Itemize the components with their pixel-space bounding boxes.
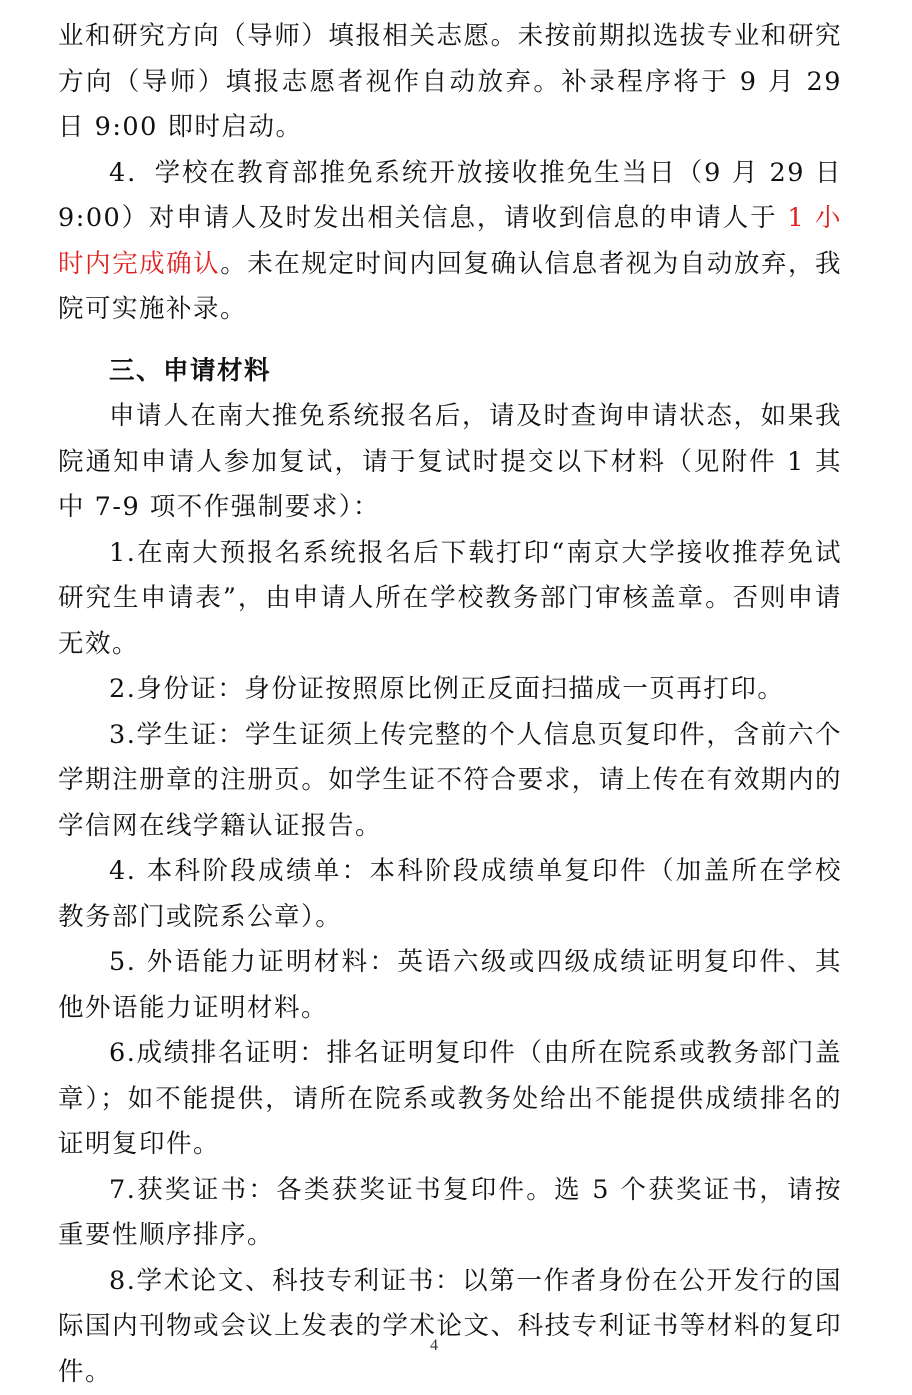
list-item-awards: 7.获奖证书：各类获奖证书复印件。选 5 个获奖证书，请按重要性顺序排序。 [58, 1168, 842, 1259]
page-number-text: 4 [430, 1338, 470, 1350]
list-item-transcript: 4. 本科阶段成绩单：本科阶段成绩单复印件（加盖所在学校教务部门或院系公章）。 [58, 849, 842, 940]
list-item-language-proof: 5. 外语能力证明材料：英语六级或四级成绩证明复印件、其他外语能力证明材料。 [58, 940, 842, 1031]
confirmation-text-end: 。未在规定时间内回复确认信息者视为自动放弃，我院可实施补录。 [58, 249, 842, 325]
paragraph-continuation: 业和研究方向（导师）填报相关志愿。未按前期拟选拔专业和研究方向（导师）填报志愿者视作自动放弃。补录程序将于 9 月 29 日 9:00 即时启动。 [58, 14, 842, 151]
list-item-application-form: 1.在南大预报名系统报名后下载打印“南京大学接收推荐免试研究生申请表”，由申请人所在学校教务部门审核盖章。否则申请无效。 [58, 531, 842, 668]
list-item-papers-patents: 8.学术论文、科技专利证书：以第一作者身份在公开发行的国际国内刊物或会议上发表的学术论文、科技专利证书等材料的复印件。 [58, 1259, 842, 1395]
paragraph-materials-intro: 申请人在南大推免系统报名后，请及时查询申请状态，如果我院通知申请人参加复试，请于复试时提交以下材料（见附件 1 其中 7-9 项不作强制要求）： [58, 394, 842, 531]
page-number [430, 1338, 470, 1350]
section-heading-materials: 三、申请材料 [58, 349, 842, 395]
confirmation-deadline-highlight: 1 小时内完成确认 [58, 203, 842, 279]
paragraph-confirmation [58, 151, 842, 333]
list-item-student-card: 3.学生证：学生证须上传完整的个人信息页复印件，含前六个学期注册章的注册页。如学生证不符合要求，请上传在有效期内的学信网在线学籍认证报告。 [58, 713, 842, 850]
confirmation-text-start: 4．学校在教育部推免系统开放接收推免生当日（9 月 29 日 9:00）对申请人及时发出相关信息，请收到信息的申请人于 [58, 158, 842, 234]
list-item-ranking-proof: 6.成绩排名证明：排名证明复印件（由所在院系或教务部门盖章）；如不能提供，请所在院系或教务处给出不能提供成绩排名的证明复印件。 [58, 1031, 842, 1168]
list-item-id-card: 2.身份证：身份证按照原比例正反面扫描成一页再打印。 [58, 667, 842, 713]
